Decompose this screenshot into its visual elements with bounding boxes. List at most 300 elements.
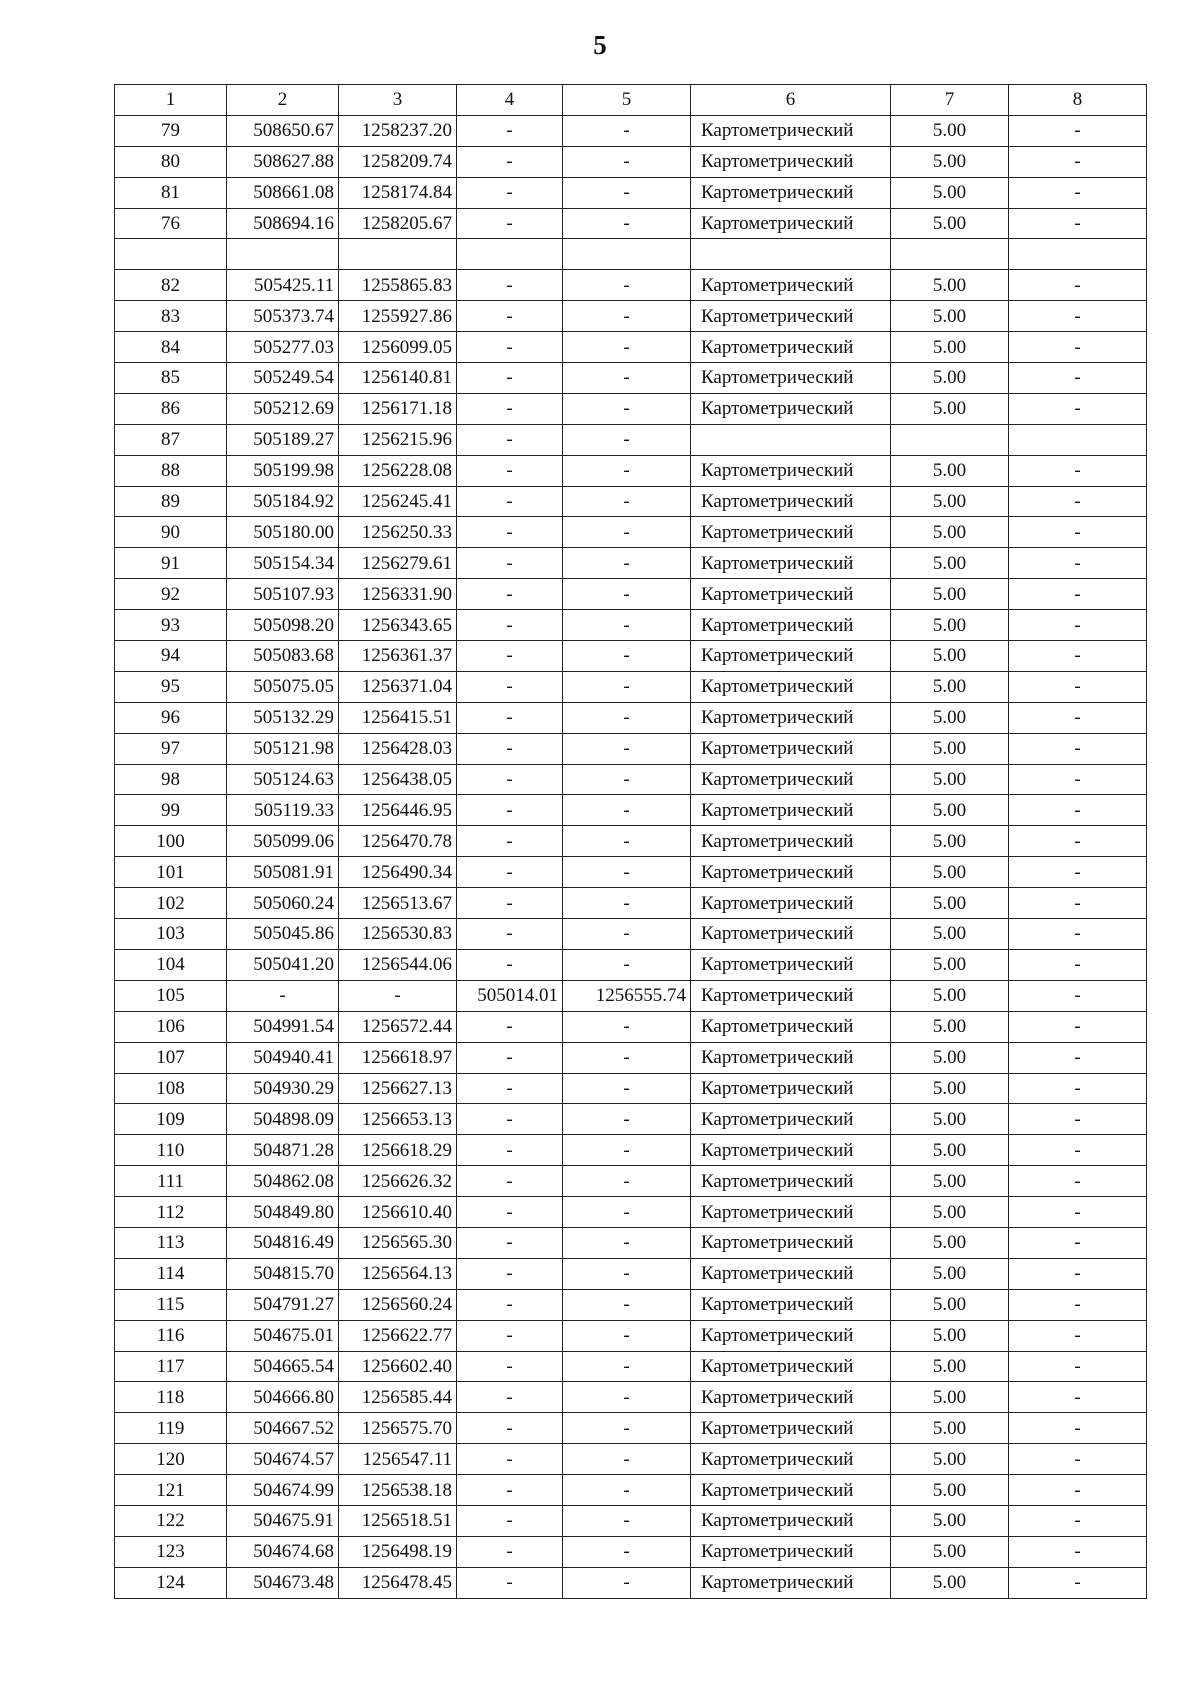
method-cell: Картометрический [691,1197,891,1228]
accuracy-cell: 5.00 [891,486,1009,517]
x-coordinate-cell: 504674.68 [227,1536,339,1567]
y-coordinate-cell: 1256565.30 [339,1227,457,1258]
x-coordinate-cell: 504665.54 [227,1351,339,1382]
col8-cell: - [1009,1320,1147,1351]
col5-cell: - [563,1351,691,1382]
x-coordinate-cell: 505081.91 [227,857,339,888]
col5-cell: - [563,610,691,641]
x-coordinate-cell: 505277.03 [227,332,339,363]
table-row [115,671,1147,702]
col8-cell: - [1009,1567,1147,1598]
accuracy-cell: 5.00 [891,1351,1009,1382]
col5-cell: 1256555.74 [563,980,691,1011]
col8-cell: - [1009,1444,1147,1475]
col4-cell: - [457,1444,563,1475]
table-row [115,949,1147,980]
col8-cell: - [1009,115,1147,146]
table-row [115,1104,1147,1135]
col4-cell: - [457,1011,563,1042]
x-coordinate-cell: 504862.08 [227,1166,339,1197]
x-coordinate-cell: 505249.54 [227,363,339,394]
point-number-cell: 112 [115,1197,227,1228]
method-cell: Картометрический [691,517,891,548]
accuracy-cell: 5.00 [891,1413,1009,1444]
y-coordinate-cell: 1256560.24 [339,1289,457,1320]
y-coordinate-cell: 1256446.95 [339,795,457,826]
point-number-cell: 101 [115,857,227,888]
point-number-cell: 114 [115,1258,227,1289]
y-coordinate-cell: 1256622.77 [339,1320,457,1351]
method-cell: Картометрический [691,949,891,980]
col4-cell: - [457,1289,563,1320]
column-header: 5 [563,85,691,116]
accuracy-cell: 5.00 [891,548,1009,579]
method-cell: Картометрический [691,1382,891,1413]
x-coordinate-cell: 505083.68 [227,641,339,672]
y-coordinate-cell: 1256171.18 [339,393,457,424]
col5-cell: - [563,888,691,919]
table-row [115,919,1147,950]
col5-cell: - [563,1567,691,1598]
point-number-cell: 110 [115,1135,227,1166]
col8-cell: - [1009,857,1147,888]
x-coordinate-cell: 505373.74 [227,301,339,332]
col5-cell: - [563,1289,691,1320]
method-cell [691,424,891,455]
y-coordinate-cell: 1256627.13 [339,1073,457,1104]
col8-cell: - [1009,270,1147,301]
table-row [115,393,1147,424]
x-coordinate-cell: 504667.52 [227,1413,339,1444]
x-coordinate-cell: 505425.11 [227,270,339,301]
col4-cell: - [457,610,563,641]
x-coordinate-cell: 505099.06 [227,826,339,857]
y-coordinate-cell: 1256518.51 [339,1505,457,1536]
point-number-cell: 83 [115,301,227,332]
method-cell: Картометрический [691,764,891,795]
method-cell: Картометрический [691,641,891,672]
x-coordinate-cell: 504991.54 [227,1011,339,1042]
x-coordinate-cell: 504898.09 [227,1104,339,1135]
table-row [115,332,1147,363]
col8-cell: - [1009,795,1147,826]
y-coordinate-cell: 1256140.81 [339,363,457,394]
col8-cell: - [1009,1536,1147,1567]
col5-cell: - [563,1475,691,1506]
col8-cell: - [1009,177,1147,208]
col5-cell: - [563,1227,691,1258]
col5-cell: - [563,641,691,672]
col8-cell: - [1009,980,1147,1011]
col8-cell: - [1009,1011,1147,1042]
point-number-cell: 121 [115,1475,227,1506]
y-coordinate-cell: 1256099.05 [339,332,457,363]
method-cell: Картометрический [691,393,891,424]
accuracy-cell: 5.00 [891,270,1009,301]
col8-cell: - [1009,671,1147,702]
col5-cell: - [563,1011,691,1042]
point-number-cell: 99 [115,795,227,826]
col4-cell: - [457,1536,563,1567]
x-coordinate-cell: 505189.27 [227,424,339,455]
x-coordinate-cell: 504674.57 [227,1444,339,1475]
y-coordinate-cell: 1256618.29 [339,1135,457,1166]
y-coordinate-cell: 1256626.32 [339,1166,457,1197]
point-number-cell: 76 [115,208,227,239]
table-row [115,455,1147,486]
accuracy-cell: 5.00 [891,1011,1009,1042]
table-row [115,1073,1147,1104]
method-cell: Картометрический [691,270,891,301]
x-coordinate-cell: 505041.20 [227,949,339,980]
table-row [115,1505,1147,1536]
x-coordinate-cell: 505098.20 [227,610,339,641]
col8-cell: - [1009,1135,1147,1166]
method-cell: Картометрический [691,1011,891,1042]
col8-cell: - [1009,1197,1147,1228]
col5-cell: - [563,1505,691,1536]
col8-cell: - [1009,610,1147,641]
y-coordinate-cell: 1256228.08 [339,455,457,486]
accuracy-cell: 5.00 [891,1320,1009,1351]
table-row [115,146,1147,177]
col5-cell: - [563,455,691,486]
point-number-cell: 113 [115,1227,227,1258]
y-coordinate-cell: 1256564.13 [339,1258,457,1289]
table-row [115,1258,1147,1289]
col8-cell: - [1009,363,1147,394]
point-number-cell: 118 [115,1382,227,1413]
accuracy-cell: 5.00 [891,1197,1009,1228]
point-number-cell: 95 [115,671,227,702]
accuracy-cell: 5.00 [891,208,1009,239]
x-coordinate-cell: 508694.16 [227,208,339,239]
col5-cell: - [563,1320,691,1351]
table-row [115,177,1147,208]
method-cell: Картометрический [691,1104,891,1135]
col4-cell: - [457,888,563,919]
table-row [115,1011,1147,1042]
method-cell: Картометрический [691,888,891,919]
table-row [115,1382,1147,1413]
accuracy-cell: 5.00 [891,177,1009,208]
col5-cell: - [563,208,691,239]
accuracy-cell: 5.00 [891,1475,1009,1506]
col8-cell: - [1009,1289,1147,1320]
y-coordinate-cell: 1255865.83 [339,270,457,301]
accuracy-cell: 5.00 [891,1289,1009,1320]
method-cell: Картометрический [691,301,891,332]
col8-cell: - [1009,301,1147,332]
col5-cell [563,239,691,270]
column-header: 7 [891,85,1009,116]
col4-cell: - [457,548,563,579]
accuracy-cell: 5.00 [891,888,1009,919]
table-row [115,1042,1147,1073]
col4-cell: - [457,733,563,764]
y-coordinate-cell: - [339,980,457,1011]
accuracy-cell: 5.00 [891,702,1009,733]
method-cell: Картометрический [691,1413,891,1444]
col4-cell: - [457,1567,563,1598]
col4-cell: - [457,1197,563,1228]
y-coordinate-cell: 1256331.90 [339,579,457,610]
point-number-cell: 108 [115,1073,227,1104]
y-coordinate-cell: 1256438.05 [339,764,457,795]
x-coordinate-cell: 508627.88 [227,146,339,177]
col4-cell: - [457,363,563,394]
y-coordinate-cell: 1256428.03 [339,733,457,764]
y-coordinate-cell: 1256513.67 [339,888,457,919]
x-coordinate-cell: 505154.34 [227,548,339,579]
table-row [115,733,1147,764]
x-coordinate-cell: 505180.00 [227,517,339,548]
col8-cell [1009,239,1147,270]
col8-cell: - [1009,1258,1147,1289]
col5-cell: - [563,486,691,517]
point-number-cell: 81 [115,177,227,208]
table-row [115,208,1147,239]
y-coordinate-cell [339,239,457,270]
table-row [115,1320,1147,1351]
x-coordinate-cell: - [227,980,339,1011]
x-coordinate-cell: 504816.49 [227,1227,339,1258]
method-cell: Картометрический [691,115,891,146]
accuracy-cell: 5.00 [891,393,1009,424]
accuracy-cell: 5.00 [891,1567,1009,1598]
col5-cell: - [563,1444,691,1475]
method-cell: Картометрический [691,363,891,394]
point-number-cell: 111 [115,1166,227,1197]
col5-cell: - [563,764,691,795]
col8-cell: - [1009,517,1147,548]
col5-cell: - [563,1166,691,1197]
accuracy-cell: 5.00 [891,301,1009,332]
method-cell [691,239,891,270]
y-coordinate-cell: 1255927.86 [339,301,457,332]
x-coordinate-cell [227,239,339,270]
page-number: 5 [593,30,607,60]
accuracy-cell: 5.00 [891,332,1009,363]
column-header: 3 [339,85,457,116]
accuracy-cell: 5.00 [891,980,1009,1011]
y-coordinate-cell: 1258205.67 [339,208,457,239]
accuracy-cell [891,424,1009,455]
table-row [115,795,1147,826]
col8-cell: - [1009,1227,1147,1258]
col8-cell: - [1009,1475,1147,1506]
col5-cell: - [563,579,691,610]
x-coordinate-cell: 505045.86 [227,919,339,950]
point-number-cell: 122 [115,1505,227,1536]
table-row [115,270,1147,301]
col5-cell: - [563,795,691,826]
col8-cell: - [1009,1382,1147,1413]
col5-cell: - [563,949,691,980]
table-row [115,548,1147,579]
point-number-cell: 80 [115,146,227,177]
col4-cell: - [457,115,563,146]
point-number-cell: 100 [115,826,227,857]
column-header: 6 [691,85,891,116]
col5-cell: - [563,177,691,208]
point-number-cell: 85 [115,363,227,394]
y-coordinate-cell: 1256215.96 [339,424,457,455]
method-cell: Картометрический [691,1042,891,1073]
table-row [115,1351,1147,1382]
y-coordinate-cell: 1256602.40 [339,1351,457,1382]
col5-cell: - [563,1536,691,1567]
point-number-cell: 97 [115,733,227,764]
method-cell: Картометрический [691,1536,891,1567]
x-coordinate-cell: 508650.67 [227,115,339,146]
accuracy-cell: 5.00 [891,1258,1009,1289]
accuracy-cell: 5.00 [891,857,1009,888]
y-coordinate-cell: 1256415.51 [339,702,457,733]
col4-cell: - [457,1320,563,1351]
col4-cell: - [457,1135,563,1166]
method-cell: Картометрический [691,579,891,610]
col5-cell: - [563,1258,691,1289]
col5-cell: - [563,1042,691,1073]
col5-cell: - [563,301,691,332]
method-cell: Картометрический [691,1505,891,1536]
accuracy-cell: 5.00 [891,733,1009,764]
method-cell: Картометрический [691,1289,891,1320]
col5-cell: - [563,393,691,424]
col4-cell: - [457,301,563,332]
x-coordinate-cell: 504940.41 [227,1042,339,1073]
x-coordinate-cell: 505107.93 [227,579,339,610]
point-number-cell: 93 [115,610,227,641]
col8-cell: - [1009,1042,1147,1073]
col4-cell: - [457,517,563,548]
x-coordinate-cell: 504791.27 [227,1289,339,1320]
point-number-cell: 84 [115,332,227,363]
method-cell: Картометрический [691,1135,891,1166]
col4-cell: - [457,1413,563,1444]
y-coordinate-cell: 1256530.83 [339,919,457,950]
method-cell: Картометрический [691,702,891,733]
col5-cell: - [563,826,691,857]
point-number-cell: 96 [115,702,227,733]
x-coordinate-cell: 505132.29 [227,702,339,733]
point-number-cell: 91 [115,548,227,579]
method-cell: Картометрический [691,208,891,239]
table-row [115,1536,1147,1567]
point-number-cell: 94 [115,641,227,672]
accuracy-cell: 5.00 [891,579,1009,610]
x-coordinate-cell: 504674.99 [227,1475,339,1506]
table-row [115,239,1147,270]
col4-cell: - [457,146,563,177]
table-row [115,1444,1147,1475]
point-number-cell: 116 [115,1320,227,1351]
y-coordinate-cell: 1256361.37 [339,641,457,672]
table-row [115,888,1147,919]
col4-cell: - [457,424,563,455]
column-header: 8 [1009,85,1147,116]
accuracy-cell: 5.00 [891,764,1009,795]
point-number-cell: 107 [115,1042,227,1073]
col4-cell: 505014.01 [457,980,563,1011]
col8-cell: - [1009,826,1147,857]
y-coordinate-cell: 1256547.11 [339,1444,457,1475]
y-coordinate-cell: 1258237.20 [339,115,457,146]
y-coordinate-cell: 1256618.97 [339,1042,457,1073]
col4-cell: - [457,826,563,857]
col5-cell: - [563,1104,691,1135]
x-coordinate-cell: 504871.28 [227,1135,339,1166]
col8-cell [1009,424,1147,455]
col4-cell: - [457,208,563,239]
col4-cell: - [457,949,563,980]
accuracy-cell [891,239,1009,270]
y-coordinate-cell: 1256343.65 [339,610,457,641]
col8-cell: - [1009,919,1147,950]
method-cell: Картометрический [691,332,891,363]
table-row [115,1227,1147,1258]
col8-cell: - [1009,888,1147,919]
col4-cell: - [457,1505,563,1536]
accuracy-cell: 5.00 [891,671,1009,702]
col8-cell: - [1009,208,1147,239]
y-coordinate-cell: 1256279.61 [339,548,457,579]
y-coordinate-cell: 1256470.78 [339,826,457,857]
point-number-cell: 88 [115,455,227,486]
method-cell: Картометрический [691,1475,891,1506]
accuracy-cell: 5.00 [891,919,1009,950]
method-cell: Картометрический [691,1351,891,1382]
x-coordinate-cell: 504930.29 [227,1073,339,1104]
table-row [115,702,1147,733]
point-number-cell: 89 [115,486,227,517]
col8-cell: - [1009,641,1147,672]
point-number-cell: 90 [115,517,227,548]
x-coordinate-cell: 505212.69 [227,393,339,424]
method-cell: Картометрический [691,455,891,486]
accuracy-cell: 5.00 [891,795,1009,826]
col5-cell: - [563,517,691,548]
x-coordinate-cell: 504675.91 [227,1505,339,1536]
point-number-cell: 117 [115,1351,227,1382]
col4-cell: - [457,1073,563,1104]
method-cell: Картометрический [691,1320,891,1351]
method-cell: Картометрический [691,146,891,177]
point-number-cell: 120 [115,1444,227,1475]
y-coordinate-cell: 1256245.41 [339,486,457,517]
x-coordinate-cell: 505124.63 [227,764,339,795]
col8-cell: - [1009,1351,1147,1382]
x-coordinate-cell: 504675.01 [227,1320,339,1351]
point-number-cell: 86 [115,393,227,424]
col8-cell: - [1009,455,1147,486]
col8-cell: - [1009,146,1147,177]
point-number-cell: 105 [115,980,227,1011]
x-coordinate-cell: 505121.98 [227,733,339,764]
x-coordinate-cell: 505119.33 [227,795,339,826]
x-coordinate-cell: 504849.80 [227,1197,339,1228]
col4-cell: - [457,795,563,826]
col4-cell: - [457,1042,563,1073]
col4-cell: - [457,1475,563,1506]
method-cell: Картометрический [691,826,891,857]
y-coordinate-cell: 1256538.18 [339,1475,457,1506]
col5-cell: - [563,332,691,363]
table-row [115,363,1147,394]
x-coordinate-cell: 505060.24 [227,888,339,919]
header-row [115,85,1147,116]
